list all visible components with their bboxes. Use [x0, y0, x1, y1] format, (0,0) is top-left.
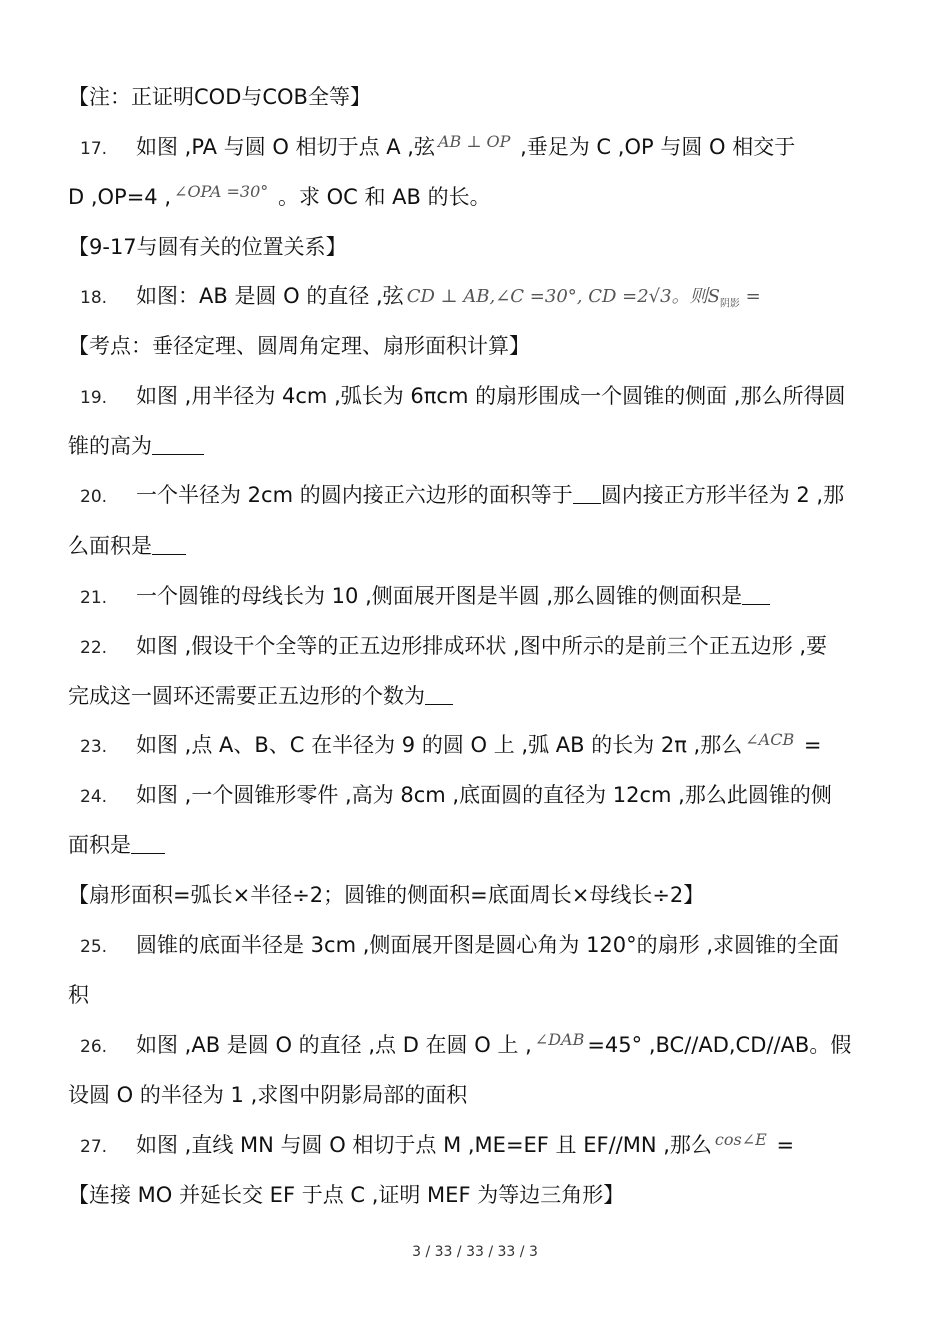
math-formula: AB ⊥ OP — [437, 132, 511, 151]
note-cod: 【注：正证明COD与COB全等】 — [68, 85, 371, 109]
question-number: 26. — [80, 1037, 108, 1057]
question-text: 一个半径为 2cm 的圆内接正六边形的面积等于 — [136, 483, 573, 507]
question-number: 25. — [80, 937, 108, 957]
question-20-line-2 — [68, 531, 882, 561]
math-subscript: 阴影 — [719, 298, 740, 310]
question-17-line-1 — [68, 132, 882, 164]
question-23-line-1 — [68, 730, 882, 762]
question-text: 面积是 — [68, 833, 131, 857]
question-text: 如图 ,AB 是圆 O 的直径 ,点 D 在圆 O 上 , — [136, 1033, 532, 1057]
answer-blank — [152, 434, 204, 455]
question-number: 24. — [80, 787, 108, 807]
math-formula: ∠DAB — [534, 1030, 585, 1049]
answer-blank — [573, 483, 601, 504]
question-19-line-1 — [68, 381, 882, 413]
question-text: D ,OP=4 , — [68, 185, 172, 209]
question-number: 18. — [80, 288, 108, 308]
question-text: =45° ,BC//AD,CD//AB。假 — [587, 1033, 852, 1057]
question-27-line-1 — [68, 1130, 882, 1162]
question-22-line-1 — [68, 631, 882, 663]
question-text: = — [769, 1133, 795, 1157]
question-26-line-2 — [68, 1080, 882, 1110]
question-text: 如图 ,用半径为 4cm ,弧长为 6πcm 的扇形围成一个圆锥的侧面 ,那么所得圆 — [136, 384, 846, 408]
math-formula: ∠ACB — [745, 730, 795, 749]
question-24-line-1 — [68, 780, 882, 812]
question-20-line-1 — [68, 480, 882, 512]
question-text: 一个圆锥的母线长为 10 ,侧面展开图是半圆 ,那么圆锥的侧面积是 — [136, 584, 743, 608]
question-text: 圆锥的底面半径是 3cm ,侧面展开图是圆心角为 120°的扇形 ,求圆锥的全面 — [136, 933, 839, 957]
answer-blank — [742, 584, 770, 605]
question-text: 么面积是 — [68, 534, 152, 558]
question-number: 27. — [80, 1137, 108, 1157]
question-number: 22. — [80, 638, 108, 658]
question-24-line-2 — [68, 830, 882, 860]
math-formula: CD ⊥ AB,∠C =30°, CD =2√3。则$S_{阴影}$ = — [406, 286, 761, 310]
question-19-line-2 — [68, 431, 882, 461]
question-text: 如图 ,PA 与圆 O 相切于点 A ,弦 — [136, 135, 435, 159]
question-17-line-2 — [68, 182, 882, 214]
question-number: 21. — [80, 588, 108, 608]
question-26-line-1 — [68, 1030, 882, 1062]
answer-blank — [152, 534, 186, 555]
question-text: 完成这一圆环还需要正五边形的个数为 — [68, 684, 425, 708]
question-text: 如图：AB 是圆 O 的直径 ,弦 — [136, 284, 404, 308]
question-text: 锥的高为 — [68, 434, 152, 458]
tag-formula: 【扇形面积=弧长×半径÷2；圆锥的侧面积=底面周长×母线长÷2】 — [68, 883, 705, 907]
question-text: 。求 OC 和 AB 的长。 — [271, 185, 491, 209]
question-text: ,垂足为 C ,OP 与圆 O 相交于 — [513, 135, 796, 159]
page-footer: 3 / 33 / 33 / 33 / 3 — [412, 1244, 538, 1260]
tag-connect-mo: 【连接 MO 并延长交 EF 于点 C ,证明 MEF 为等边三角形】 — [68, 1183, 625, 1207]
question-number: 17. — [80, 139, 108, 159]
question-25-line-1 — [68, 930, 882, 962]
tag-key-points: 【考点：垂径定理、圆周角定理、扇形面积计算】 — [68, 334, 530, 358]
answer-blank — [425, 684, 453, 705]
question-18-line-1 — [68, 281, 882, 321]
question-text: 如图 ,点 A、B、C 在半径为 9 的圆 O 上 ,弧 AB 的长为 2π ,那么 — [136, 733, 743, 757]
question-text: 积 — [68, 983, 89, 1007]
question-25-line-2 — [68, 980, 882, 1010]
section-tag-9-17: 【9-17与圆有关的位置关系】 — [68, 235, 347, 259]
question-number: 19. — [80, 388, 108, 408]
question-text: 如图 ,一个圆锥形零件 ,高为 8cm ,底面圆的直径为 12cm ,那么此圆锥的侧 — [136, 783, 832, 807]
math-formula: cos∠E — [714, 1130, 767, 1149]
question-number: 23. — [80, 737, 108, 757]
question-text: = — [797, 733, 822, 757]
question-text: 设圆 O 的半径为 1 ,求图中阴影局部的面积 — [68, 1083, 468, 1107]
math-formula: ∠OPA =30° — [174, 182, 269, 201]
answer-blank — [131, 833, 165, 854]
question-text: 如图 ,直线 MN 与圆 O 相切于点 M ,ME=EF 且 EF//MN ,那么 — [136, 1133, 712, 1157]
question-text: 如图 ,假设干个全等的正五边形排成环状 ,图中所示的是前三个正五边形 ,要 — [136, 634, 828, 658]
question-text: 圆内接正方形半径为 2 ,那 — [600, 483, 845, 507]
question-22-line-2 — [68, 681, 882, 711]
question-21-line-1 — [68, 581, 882, 613]
question-number: 20. — [80, 487, 108, 507]
